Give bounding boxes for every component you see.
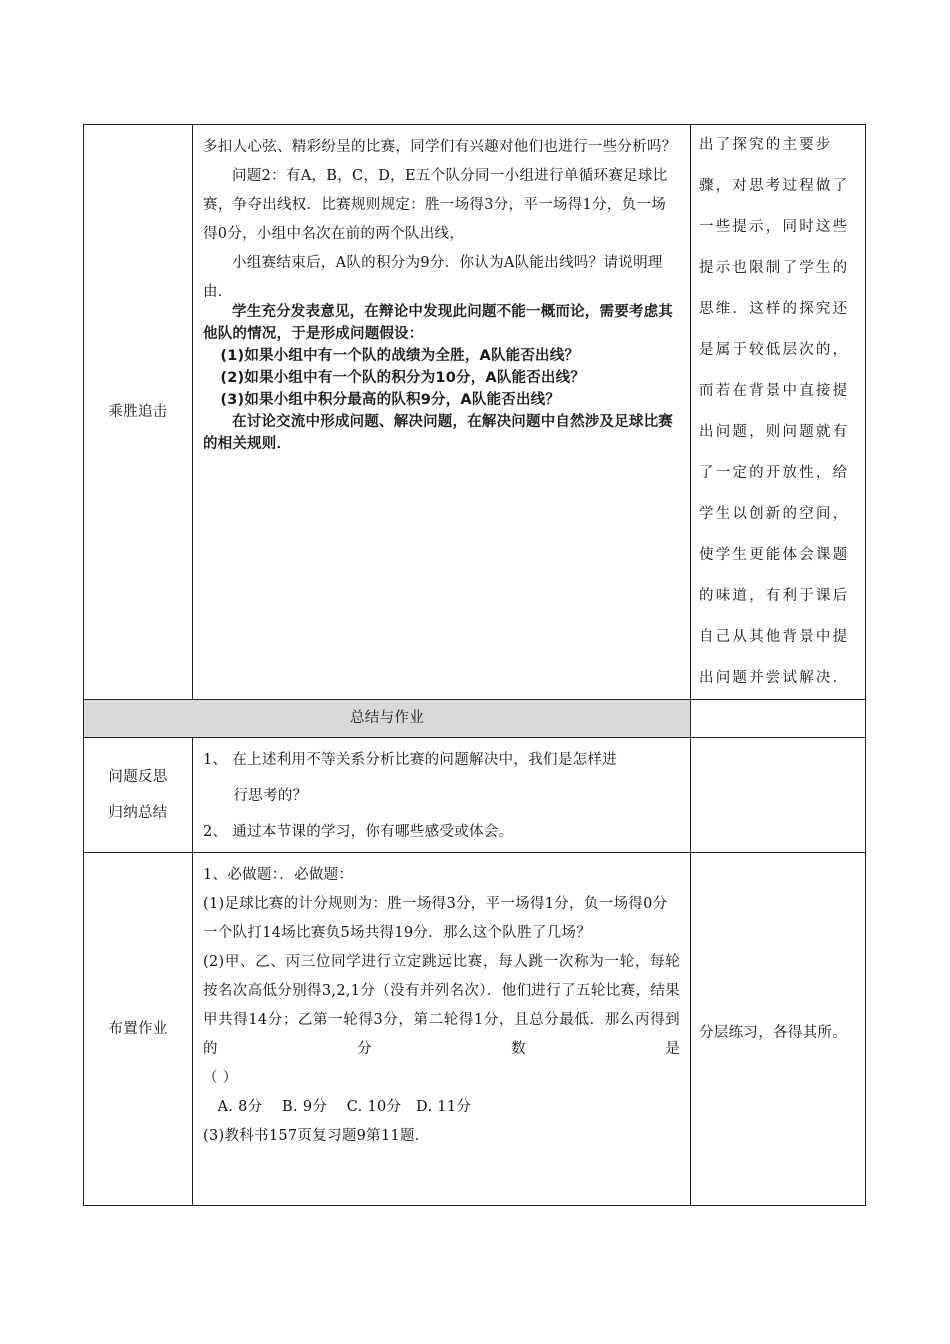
homework-problem-3: (3)教科书157页复习题9第11题． [203, 1128, 430, 1144]
section-note: 出了探究的主要步骤，对思考过程做了一些提示，同时这些提示也限制了学生的思维．这样的探究还是属于较低层次的，而若在背景中直接提出问题，则问题就有了一定的开放性，给学生以创新的空间，使学生更能体会课题的味道，有利于课后自己从其他背景中提出问题并尝试解决． [699, 137, 850, 686]
question-paragraph: 小组赛结束后，A队的积分为9分．你认为A队能出线吗？请说明理由． [203, 255, 663, 300]
hypothesis-1: (1)如果小组中有一个队的战绩为全胜，A队能否出线？ [220, 348, 580, 364]
reflection-label-line2: 归纳总结 [108, 805, 168, 821]
summary-header-cell [83, 699, 690, 737]
reflection-note-cell [690, 737, 866, 852]
homework-answer-blank: （ ） [203, 1070, 238, 1086]
intro-paragraph: 多扣人心弦、精彩纷呈的比赛，同学们有兴趣对他们也进行一些分析吗？ [203, 139, 677, 155]
discussion-conclusion: 在讨论交流中形成问题、解决问题，在解决问题中自然涉及足球比赛的相关规则． [203, 414, 673, 452]
homework-note-cell [690, 852, 866, 1206]
homework-problem-2: (2)甲、乙、丙三位同学进行立定跳远比赛，每人跳一次称为一轮，每轮按名次高低分别得3,2,1分（没有并列名次）．他们进行了五轮比赛，结果甲共得14分；乙第一轮得3分，第二轮得1分，且总分最低．那么丙得到的分数是 [203, 954, 680, 1057]
section-label: 乘胜追击 [108, 403, 168, 420]
homework-content-cell [192, 852, 690, 1206]
homework-note: 分层练习，各得其所。 [699, 1025, 847, 1041]
section-note-cell [690, 124, 866, 699]
reflection-item-2: 2、 通过本节课的学习，你有哪些感受或体会。 [203, 824, 514, 840]
reflection-label-cell [83, 737, 192, 852]
summary-header-note-cell [690, 699, 866, 737]
summary-header: 总结与作业 [350, 710, 424, 726]
discussion-intro: 学生充分发表意见，在辩论中发现此问题不能一概而论，需要考虑其他队的情况，于是形成问题假设： [203, 304, 673, 342]
hypothesis-2: (2)如果小组中有一个队的积分为10分，A队能否出线？ [220, 370, 586, 386]
lesson-table [83, 124, 866, 1206]
section-label-cell [83, 124, 192, 699]
discussion-block [203, 301, 680, 455]
reflection-content-cell [192, 737, 690, 852]
homework-problem-1: (1)足球比赛的计分规则为：胜一场得3分，平一场得1分，负一场得0分一个队打14场比赛负5场共得19分．那么这个队胜了几场？ [203, 896, 668, 941]
homework-label-cell [83, 852, 192, 1206]
reflection-label-line1: 问题反思 [108, 769, 168, 785]
homework-label: 布置作业 [108, 1020, 168, 1037]
hypothesis-3: (3)如果小组中积分最高的队积9分，A队能否出线？ [220, 392, 561, 408]
problem-paragraph: 问题2：有A，B，C，D，E五个队分同一小组进行单循环赛足球比赛，争夺出线权．比赛规则规定：胜一场得3分，平一场得1分，负一场得0分，小组中名次在前的两个队出线， [203, 168, 668, 242]
homework-options: A. 8分 B. 9分 C. 10分 D. 11分 [217, 1099, 472, 1115]
homework-heading: 1、必做题：．必做题： [203, 867, 354, 883]
reflection-item-1a: 1、 在上述利用不等关系分析比赛的问题解决中，我们是怎样进 [203, 752, 618, 768]
content-paragraphs [203, 133, 680, 307]
section-content-cell [192, 124, 690, 699]
reflection-item-1b: 行思考的？ [233, 788, 308, 804]
